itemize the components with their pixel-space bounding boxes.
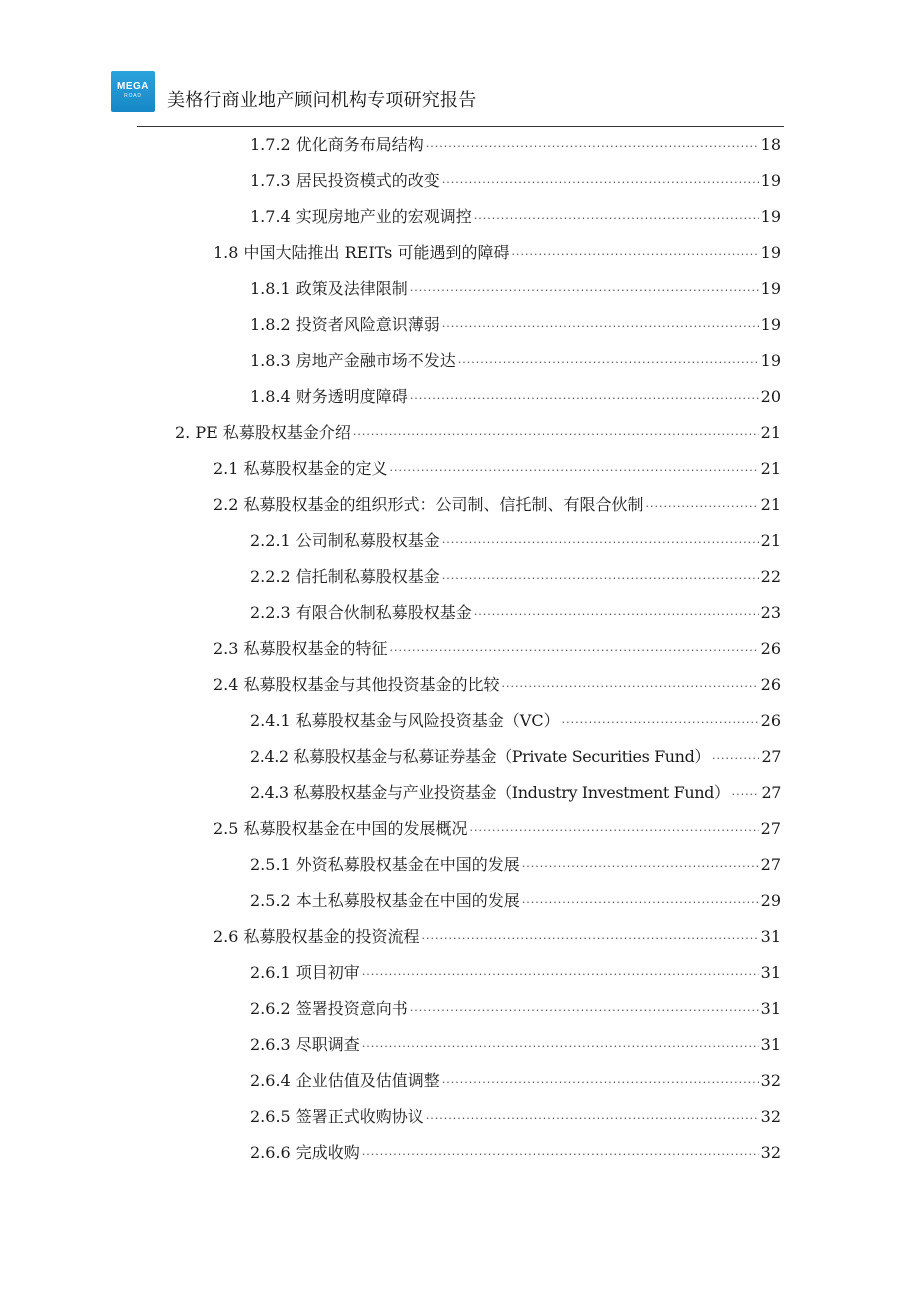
toc-entry-page: 19 (760, 207, 781, 226)
toc-leader-dots (474, 600, 759, 630)
toc-leader-dots (442, 528, 759, 558)
toc-entry-page: 31 (760, 927, 781, 946)
toc-entry[interactable] (250, 526, 781, 556)
toc-leader-dots (442, 312, 759, 342)
toc-leader-dots (410, 384, 759, 414)
toc-leader-dots (390, 456, 759, 486)
toc-entry[interactable] (250, 1138, 781, 1168)
toc-entry-title: 2.6.4 企业估值及估值调整 (250, 1071, 440, 1090)
toc-entry[interactable] (250, 382, 781, 412)
toc-entry-page: 20 (760, 387, 781, 406)
toc-entry-page: 31 (760, 1035, 781, 1054)
toc-entry-title: 2.3 私募股权基金的特征 (213, 639, 388, 658)
toc-entry-page: 31 (760, 999, 781, 1018)
toc-leader-dots (422, 924, 759, 954)
toc-leader-dots (353, 420, 759, 450)
toc-entry-page: 32 (760, 1071, 781, 1090)
toc-entry[interactable] (213, 814, 781, 844)
toc-leader-dots (410, 996, 759, 1026)
toc-leader-dots (362, 960, 759, 990)
toc-entry[interactable] (250, 886, 781, 916)
toc-entry-title: 2.6.3 尽职调查 (250, 1035, 360, 1054)
toc-entry[interactable] (250, 1066, 781, 1096)
toc-entry-page: 19 (760, 279, 781, 298)
toc-entry-title: 2.4.1 私募股权基金与风险投资基金（VC） (250, 711, 560, 730)
toc-leader-dots (732, 780, 760, 810)
toc-entry[interactable] (250, 310, 781, 340)
toc-leader-dots (511, 240, 758, 270)
toc-entry-title: 2.6.5 签署正式收购协议 (250, 1107, 424, 1126)
toc-entry[interactable] (250, 958, 781, 988)
toc-entry-title: 1.8 中国大陆推出 REITs 可能遇到的障碍 (213, 243, 510, 262)
toc-entry[interactable] (250, 166, 781, 196)
toc-leader-dots (362, 1032, 759, 1062)
toc-leader-dots (458, 348, 759, 378)
toc-entry-title: 2.4.2 私募股权基金与私募证券基金（Private Securities Fund） (250, 747, 711, 766)
toc-entry-page: 19 (760, 315, 781, 334)
toc-entry-page: 26 (760, 675, 781, 694)
toc-leader-dots (562, 708, 759, 738)
toc-entry-title: 1.8.3 房地产金融市场不发达 (250, 351, 456, 370)
toc-entry-page: 27 (761, 747, 781, 766)
header-divider (137, 126, 784, 127)
toc-entry-page: 21 (760, 423, 781, 442)
toc-entry[interactable] (250, 130, 781, 160)
toc-entry-title: 2.6.2 签署投资意向书 (250, 999, 408, 1018)
toc-entry[interactable] (213, 238, 781, 268)
toc-entry-title: 1.8.4 财务透明度障碍 (250, 387, 408, 406)
toc-entry-title: 1.8.1 政策及法律限制 (250, 279, 408, 298)
toc-leader-dots (442, 168, 759, 198)
toc-entry-page: 29 (760, 891, 781, 910)
toc-entry[interactable] (250, 274, 781, 304)
toc-entry-title: 2.5 私募股权基金在中国的发展概况 (213, 819, 468, 838)
toc-leader-dots (390, 636, 759, 666)
toc-entry[interactable] (213, 454, 781, 484)
toc-entry-page: 26 (760, 711, 781, 730)
toc-entry[interactable] (250, 1030, 781, 1060)
toc-entry[interactable] (175, 418, 781, 448)
toc-leader-dots (442, 564, 759, 594)
toc-entry-title: 2.1 私募股权基金的定义 (213, 459, 388, 478)
toc-leader-dots (522, 888, 759, 918)
toc-entry-title: 1.7.3 居民投资模式的改变 (250, 171, 440, 190)
toc-entry-page: 23 (760, 603, 781, 622)
toc-leader-dots (502, 672, 759, 702)
toc-entry[interactable] (250, 598, 781, 628)
toc-entry-title: 1.8.2 投资者风险意识薄弱 (250, 315, 440, 334)
report-header-title: 美格行商业地产顾问机构专项研究报告 (167, 90, 477, 111)
toc-entry-title: 2.4.3 私募股权基金与产业投资基金（Industry Investment Fund） (250, 783, 730, 802)
toc-entry[interactable] (250, 346, 781, 376)
toc-entry-page: 26 (760, 639, 781, 658)
toc-entry-page: 21 (760, 459, 781, 478)
toc-entry-title: 2.2 私募股权基金的组织形式：公司制、信托制、有限合伙制 (213, 495, 644, 514)
toc-entry-title: 2.2.3 有限合伙制私募股权基金 (250, 603, 472, 622)
toc-leader-dots (646, 492, 759, 522)
toc-entry-title: 2.6.1 项目初审 (250, 963, 360, 982)
toc-entry-page: 27 (760, 819, 781, 838)
toc-entry[interactable] (250, 562, 781, 592)
toc-entry-page: 21 (760, 495, 781, 514)
toc-entry[interactable] (250, 778, 781, 808)
toc-leader-dots (426, 132, 759, 162)
toc-entry-page: 27 (760, 855, 781, 874)
toc-entry-page: 18 (760, 135, 781, 154)
toc-entry-title: 2. PE 私募股权基金介绍 (175, 423, 351, 442)
toc-entry-page: 21 (760, 531, 781, 550)
toc-entry-title: 2.4 私募股权基金与其他投资基金的比较 (213, 675, 500, 694)
toc-entry[interactable] (213, 922, 781, 952)
toc-entry[interactable] (213, 490, 781, 520)
toc-leader-dots (410, 276, 759, 306)
toc-entry[interactable] (250, 994, 781, 1024)
toc-entry[interactable] (250, 742, 781, 772)
toc-entry-title: 2.5.2 本土私募股权基金在中国的发展 (250, 891, 520, 910)
toc-entry[interactable] (213, 634, 781, 664)
toc-leader-dots (522, 852, 759, 882)
toc-entry-title: 2.6 私募股权基金的投资流程 (213, 927, 420, 946)
toc-entry-title: 2.5.1 外资私募股权基金在中国的发展 (250, 855, 520, 874)
company-logo (111, 71, 155, 112)
toc-leader-dots (362, 1140, 759, 1170)
toc-entry-page: 32 (760, 1107, 781, 1126)
toc-entry[interactable] (250, 202, 781, 232)
toc-entry-page: 32 (760, 1143, 781, 1162)
toc-entry-page: 31 (760, 963, 781, 982)
toc-entry[interactable] (213, 670, 781, 700)
toc-leader-dots (470, 816, 759, 846)
toc-leader-dots (712, 744, 759, 774)
toc-entry-title: 2.2.2 信托制私募股权基金 (250, 567, 440, 586)
toc-leader-dots (426, 1104, 759, 1134)
toc-entry-title: 2.2.1 公司制私募股权基金 (250, 531, 440, 550)
logo-text-top: MEGA (117, 81, 149, 92)
toc-entry[interactable] (250, 1102, 781, 1132)
toc-entry-page: 19 (760, 351, 781, 370)
toc-entry-page: 19 (760, 171, 781, 190)
toc-entry[interactable] (250, 850, 781, 880)
toc-entry-title: 1.7.4 实现房地产业的宏观调控 (250, 207, 472, 226)
toc-entry-page: 19 (760, 243, 781, 262)
toc-leader-dots (474, 204, 759, 234)
toc-entry-page: 22 (760, 567, 781, 586)
logo-text-bottom: ROAD (124, 93, 142, 99)
toc-entry-title: 1.7.2 优化商务布局结构 (250, 135, 424, 154)
toc-entry-page: 27 (761, 783, 781, 802)
toc-leader-dots (442, 1068, 759, 1098)
toc-entry-title: 2.6.6 完成收购 (250, 1143, 360, 1162)
toc-entry[interactable] (250, 706, 781, 736)
